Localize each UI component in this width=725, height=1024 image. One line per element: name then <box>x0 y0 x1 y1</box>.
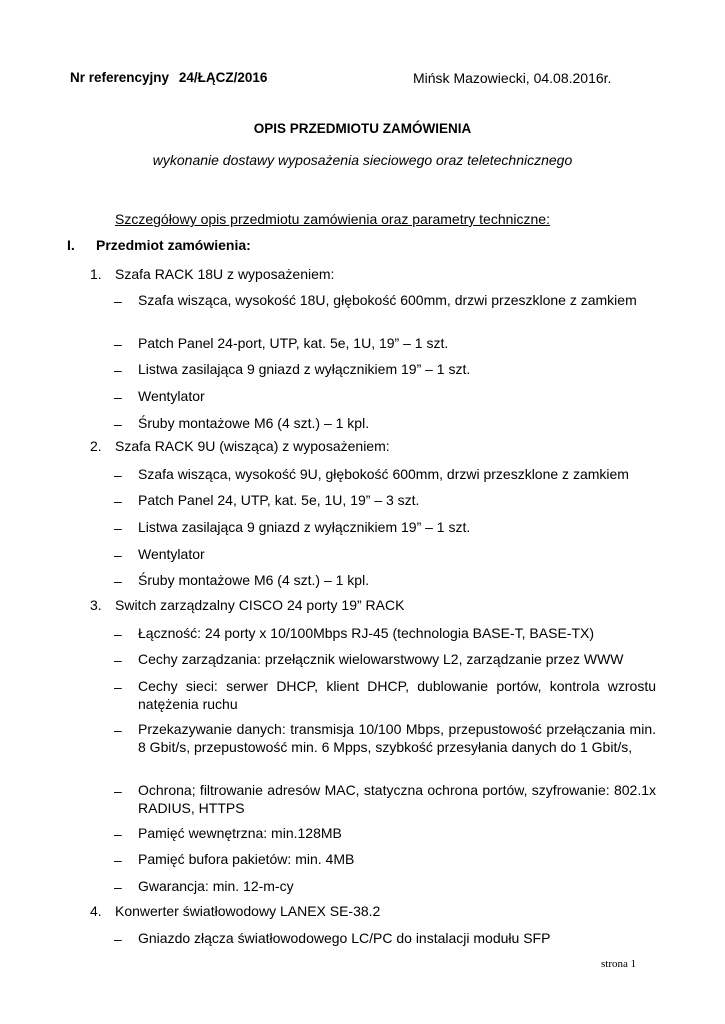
item-title: Szafa RACK 9U (wisząca) z wyposażeniem: <box>115 438 390 454</box>
reference-number: 24/ŁĄCZ/2016 <box>178 70 268 85</box>
dash-bullet: – <box>114 931 122 947</box>
dash-bullet: – <box>114 679 122 695</box>
dash-bullet: – <box>114 362 122 378</box>
list-item: Listwa zasilająca 9 gniazd z wyłącznikiem 19” – 1 szt. <box>138 519 471 535</box>
dash-bullet: – <box>114 336 122 352</box>
dash-bullet: – <box>114 722 122 738</box>
dash-bullet: – <box>114 293 122 309</box>
list-item: Ochrona; filtrowanie adresów MAC, statyczna ochrona portów, szyfrowanie: 802.1x RADIUS, HTTPS <box>138 782 656 816</box>
list-item: Pamięć bufora pakietów: min. 4MB <box>138 851 355 867</box>
reference-label: Nr referencyjny <box>70 70 170 85</box>
item-number: 4. <box>90 903 102 919</box>
document-title: OPIS PRZEDMIOTU ZAMÓWIENIA <box>253 121 472 136</box>
list-item: Łączność: 24 porty x 10/100Mbps RJ-45 (technologia BASE-T, BASE-TX) <box>138 625 594 641</box>
item-title: Szafa RACK 18U z wyposażeniem: <box>115 266 335 282</box>
list-item: Szafa wisząca, wysokość 9U, głębokość 600mm, drzwi przeszklone z zamkiem <box>138 466 629 482</box>
dash-bullet: – <box>114 879 122 895</box>
list-item: Śruby montażowe M6 (4 szt.) – 1 kpl. <box>138 415 370 431</box>
dash-bullet: – <box>114 493 122 509</box>
item-title: Switch zarządzalny CISCO 24 porty 19” RACK <box>115 597 405 613</box>
dash-bullet: – <box>114 652 122 668</box>
item-title: Konwerter światłowodowy LANEX SE-38.2 <box>115 903 381 919</box>
list-item: Pamięć wewnętrzna: min.128MB <box>138 825 342 841</box>
list-item: Listwa zasilająca 9 gniazd z wyłącznikiem 19” – 1 szt. <box>138 361 471 377</box>
list-item: Śruby montażowe M6 (4 szt.) – 1 kpl. <box>138 572 370 588</box>
list-item: Patch Panel 24, UTP, kat. 5e, 1U, 19” – 3 szt. <box>138 492 420 508</box>
section-number: I. <box>67 237 75 253</box>
reference-line <box>70 70 267 85</box>
list-item: Gniazdo złącza światłowodowego LC/PC do instalacji modułu SFP <box>138 930 551 946</box>
item-number: 2. <box>90 438 102 454</box>
list-item: Wentylator <box>138 388 205 404</box>
dash-bullet: – <box>114 783 122 799</box>
details-heading: Szczegółowy opis przedmiotu zamówienia oraz parametry techniczne: <box>115 211 550 227</box>
dash-bullet: – <box>114 547 122 563</box>
list-item: Patch Panel 24-port, UTP, kat. 5e, 1U, 19” – 1 szt. <box>138 335 449 351</box>
dash-bullet: – <box>114 416 122 432</box>
item-number: 3. <box>90 597 102 613</box>
place-date: Mińsk Mazowiecki, 04.08.2016r. <box>413 70 612 86</box>
section-title: Przedmiot zamówienia: <box>96 237 251 253</box>
list-item: Przekazywanie danych: transmisja 10/100 Mbps, przepustowość przełączania min. 8 Gbit/s, przepustowość min. 6 Mpps, szybkość przesyłania danych do 1 Gbit/s, <box>138 721 656 755</box>
page-number: strona 1 <box>601 958 637 970</box>
list-item: Cechy zarządzania: przełącznik wielowarstwowy L2, zarządzanie przez WWW <box>138 651 624 667</box>
dash-bullet: – <box>114 389 122 405</box>
dash-bullet: – <box>114 626 122 642</box>
list-item: Szafa wisząca, wysokość 18U, głębokość 600mm, drzwi przeszklone z zamkiem <box>138 292 637 308</box>
list-item: Wentylator <box>138 546 205 562</box>
dash-bullet: – <box>114 852 122 868</box>
item-number: 1. <box>90 266 102 282</box>
list-item: Gwarancja: min. 12-m-cy <box>138 878 294 894</box>
dash-bullet: – <box>114 826 122 842</box>
document-subtitle: wykonanie dostawy wyposażenia sieciowego oraz teletechnicznego <box>152 152 573 168</box>
dash-bullet: – <box>114 573 122 589</box>
dash-bullet: – <box>114 520 122 536</box>
list-item: Cechy sieci: serwer DHCP, klient DHCP, dublowanie portów, kontrola wzrostu natężenia ruchu <box>138 678 656 712</box>
dash-bullet: – <box>114 467 122 483</box>
